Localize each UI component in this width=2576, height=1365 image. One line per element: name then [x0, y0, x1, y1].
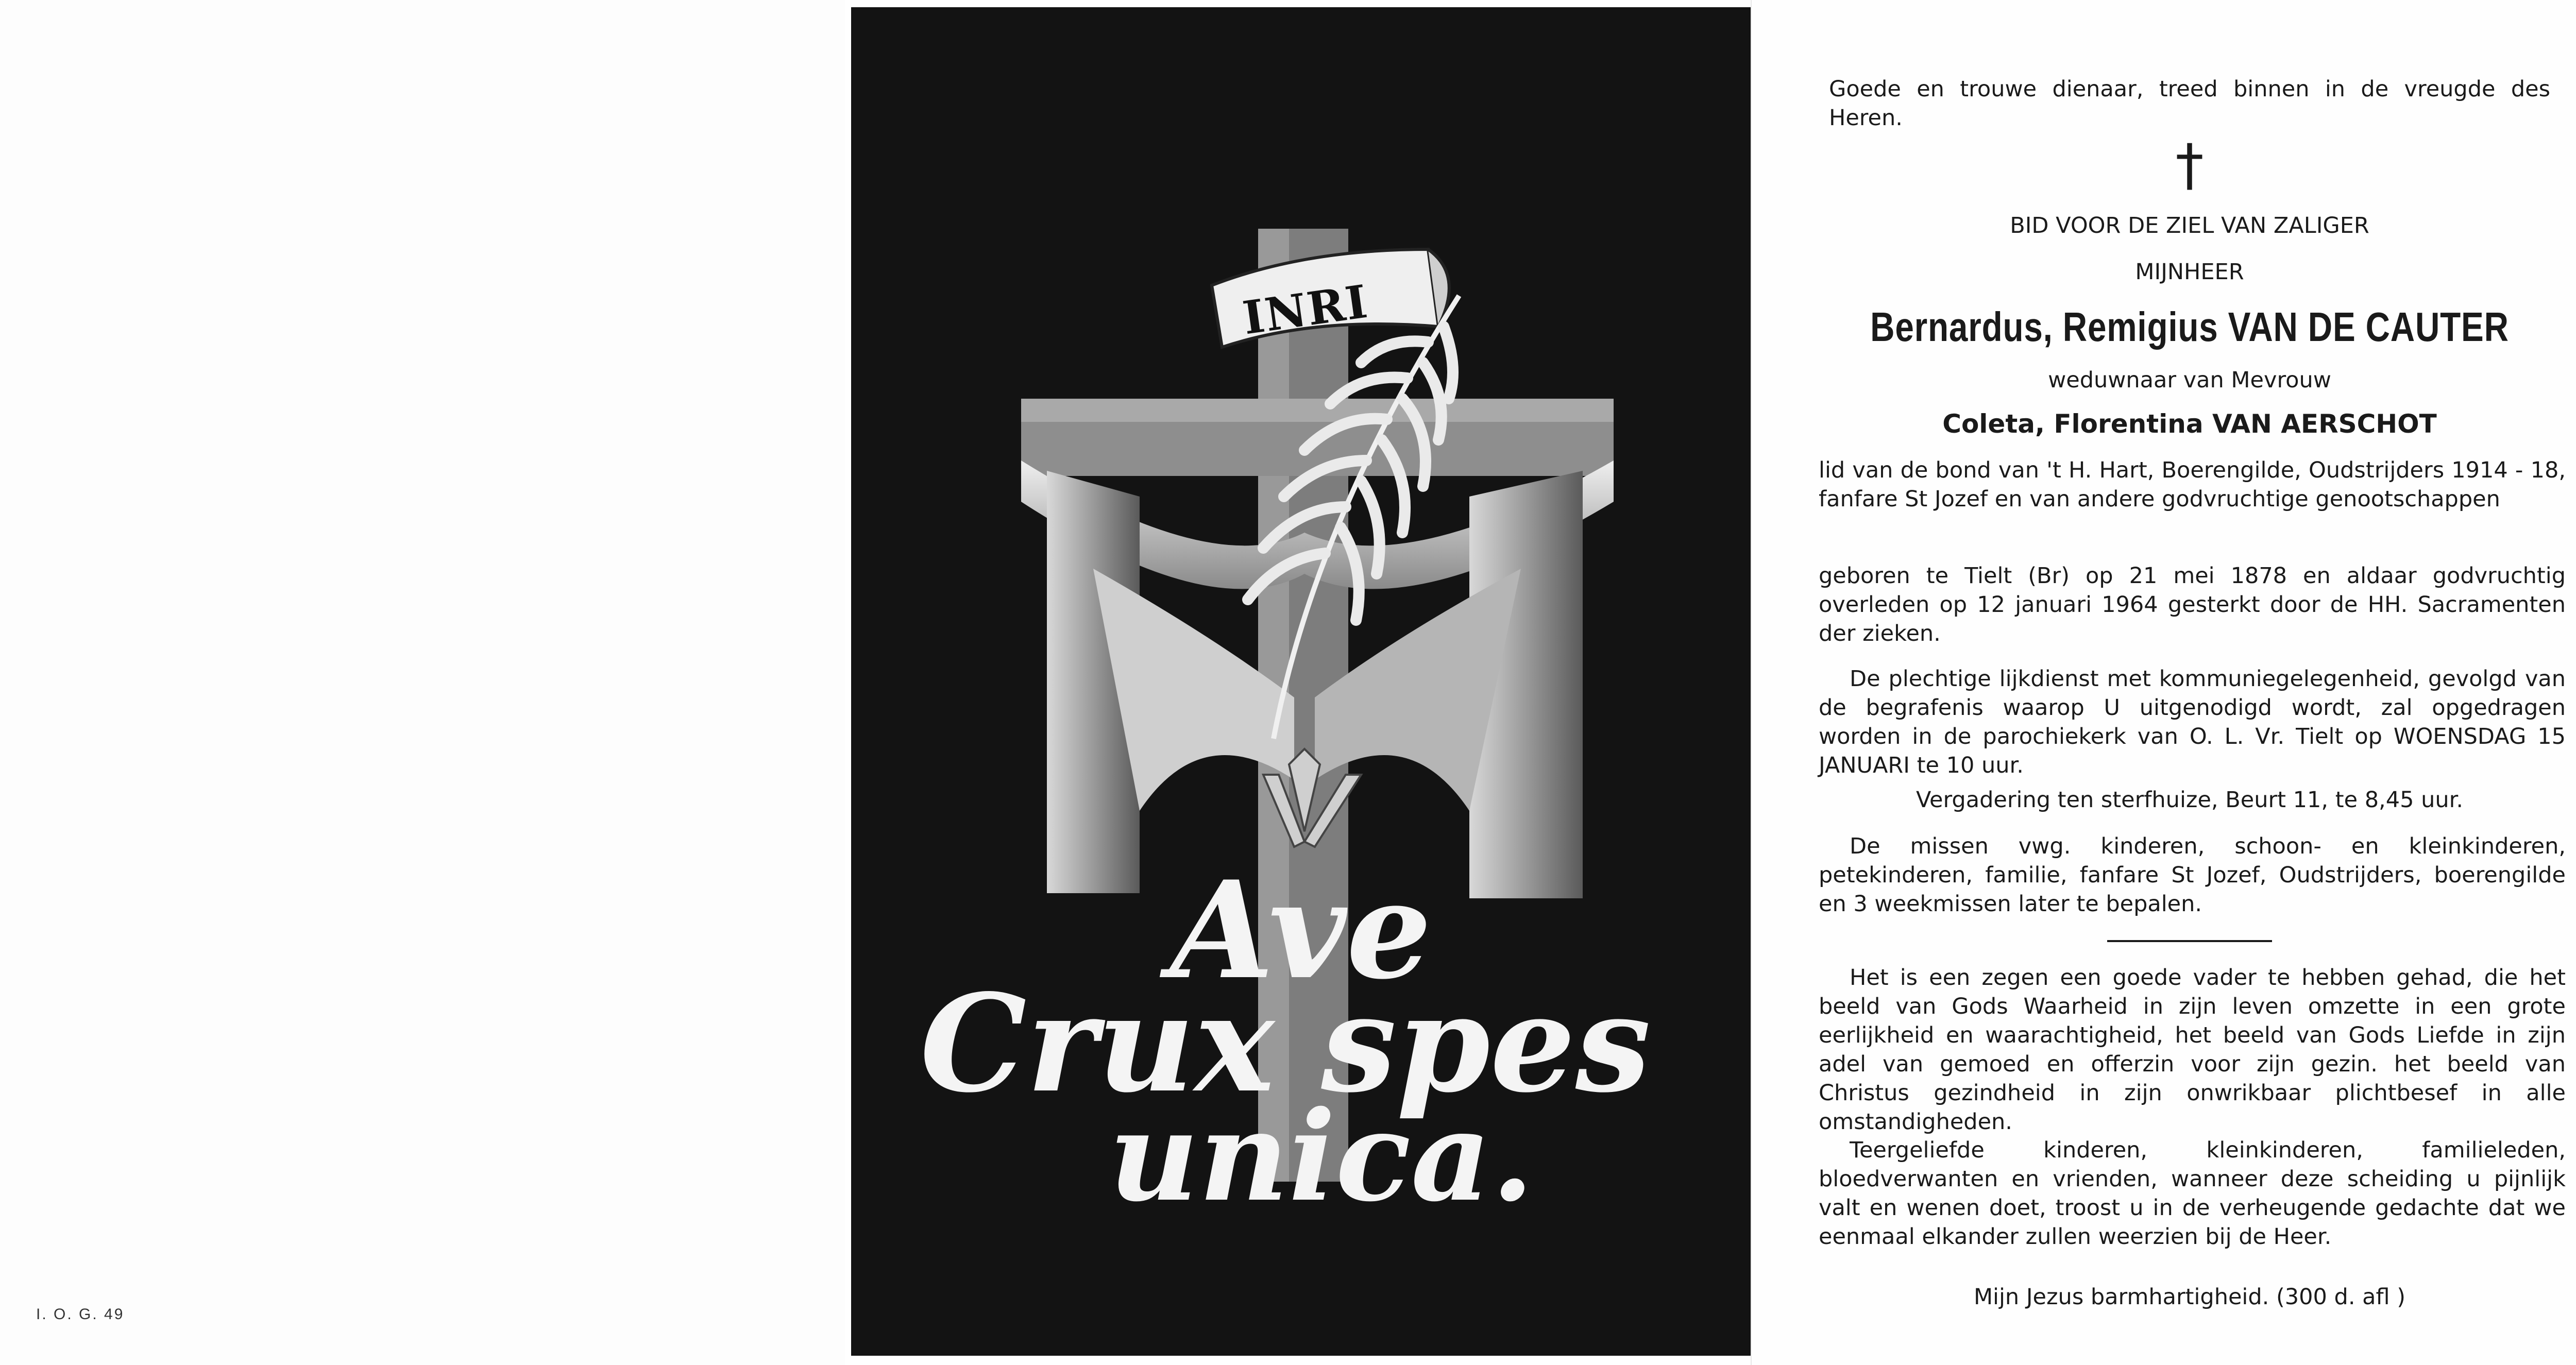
widower-line: weduwnaar van Mevrouw — [2048, 367, 2331, 393]
memberships: lid van de bond van 't H. Hart, Boerengilde, Oudstrijders 1914 - 18, fanfare St Jozef en van andere godvruchtige genootschappen — [1819, 457, 2566, 512]
inri-text: INRI — [1239, 274, 1371, 345]
front-cover-artwork — [851, 7, 1751, 1356]
prayer-heading: BID VOOR DE ZIEL VAN ZALIGER — [2010, 213, 2369, 238]
indulgence: Mijn Jezus barmhartigheid. (300 d. afl ) — [1973, 1284, 2406, 1310]
deceased-name: Bernardus, Remigius VAN DE CAUTER — [1870, 304, 2509, 350]
birth-death: geboren te Tielt (Br) op 21 mei 1878 en aldaar godvruchtig overleden op 12 januari 1964 gesterkt door de HH. Sacramenten der zieken. — [1819, 563, 2566, 646]
motto-line-1: Ave — [1170, 852, 1432, 1009]
prayer-title: MIJNHEER — [2135, 259, 2244, 285]
funeral-notice: De plechtige lijkdienst met kommuniegelegenheid, gevolgd van de begrafenis waarop U uitgenodigd wordt, zal opgedragen worden in de parochiekerk van O. L. Vr. Tielt op WOENSDAG 15 JANUARI te 10 uur. — [1819, 666, 2566, 778]
inside-left-page — [1752, 0, 2576, 1365]
gathering-notice: Vergadering ten sterfhuize, Beurt 11, te 8,45 uur. — [1916, 787, 2464, 813]
back-cover — [0, 0, 845, 1365]
fold-line — [1751, 0, 1752, 1365]
motto-line-2: Crux spes — [920, 965, 1651, 1122]
reflection-1: Het is een zegen een goede vader te hebben gehad, die het beeld van Gods Waarheid in zijn leven omzette in een grote eerlijkheid en waarachtigheid, het beeld van Gods Liefde in zijn adel van gemoed en offerzin voor zijn gezin. het beeld van Christus gezindheid in zijn onwrikbaar plichtbesef in alle omstandigheden. — [1819, 965, 2566, 1135]
motto-line-3: unica. — [1109, 1084, 1534, 1229]
spouse-name: Coleta, Florentina VAN AERSCHOT — [1942, 409, 2437, 439]
divider — [2107, 940, 2272, 942]
masses-notice: De missen vwg. kinderen, schoon- en kleinkinderen, petekinderen, familie, fanfare St Jozef, Oudstrijders, boerengilde en 3 weekmissen later te bepalen. — [1819, 833, 2566, 917]
print-code: I. O. G. 49 — [36, 1306, 125, 1323]
dagger-cross-icon: † — [2175, 132, 2204, 198]
reflection-2: Teergeliefde kinderen, kleinkinderen, familieleden, bloedverwanten en vrienden, wanneer deze scheiding u pijnlijk valt en wenen doet, troost u in de verheugende gedachte dat we eenmaal elkander zullen weerzien bij de Heer. — [1819, 1137, 2566, 1250]
epigraph: Goede en trouwe dienaar, treed binnen in de vreugde des Heren. — [1829, 76, 2550, 131]
